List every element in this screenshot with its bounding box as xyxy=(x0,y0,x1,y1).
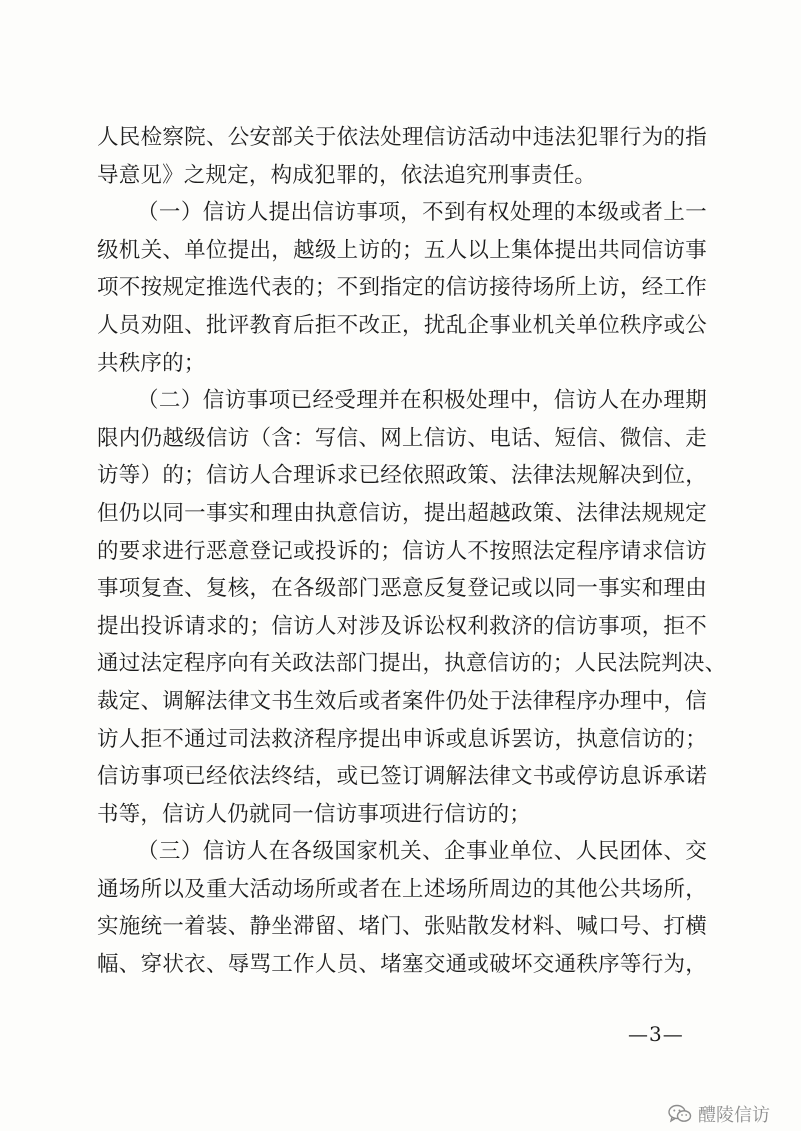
text-line: 幅、穿状衣、辱骂工作人员、堵塞交通或破坏交通秩序等行为， xyxy=(97,952,707,978)
document-body xyxy=(97,119,727,984)
text-line: 实施统一着装、静坐滞留、堵门、张贴散发材料、喊口号、打横 xyxy=(97,914,707,940)
text-line: 限内仍越级信访（含：写信、网上信访、电话、短信、微信、走 xyxy=(97,425,707,451)
text-line: 访人拒不通过司法救济程序提出申诉或息诉罢访，执意信访的； xyxy=(97,726,707,752)
text-line: 访等）的；信访人合理诉求已经依照政策、法律法规解决到位， xyxy=(97,463,707,489)
watermark xyxy=(668,1101,770,1127)
text-line: 事项复查、复核，在各级部门恶意反复登记或以同一事实和理由 xyxy=(97,576,707,602)
text-line: 级机关、单位提出，越级上访的；五人以上集体提出共同信访事 xyxy=(97,237,707,263)
text-line: （一）信访人提出信访事项，不到有权处理的本级或者上一 xyxy=(137,200,707,226)
text-line: 项不按规定推选代表的；不到指定的信访接待场所上访，经工作 xyxy=(97,275,707,301)
text-line: 人员劝阻、批评教育后拒不改正，扰乱企事业机关单位秩序或公 xyxy=(97,312,707,338)
page-number: —3— xyxy=(628,1022,684,1046)
text-line: 通过法定程序向有关政法部门提出，执意信访的；人民法院判决、 xyxy=(97,651,727,677)
text-line: 书等，信访人仍就同一信访事项进行信访的； xyxy=(97,801,532,827)
text-line: 信访事项已经依法终结，或已签订调解法律文书或停访息诉承诺 xyxy=(97,764,707,790)
text-line: 但仍以同一事实和理由执意信访，提出超越政策、法律法规规定 xyxy=(97,500,707,526)
text-line: 提出投诉请求的；信访人对涉及诉讼权利救济的信访事项，拒不 xyxy=(97,613,707,639)
wechat-icon xyxy=(668,1104,692,1124)
text-line: 导意见》之规定，构成犯罪的，依法追究刑事责任。 xyxy=(97,162,597,188)
text-line: （三）信访人在各级国家机关、企事业单位、人民团体、交 xyxy=(137,839,707,865)
text-line: 共秩序的； xyxy=(97,350,206,376)
text-line: 人民检察院、公安部关于依法处理信访活动中违法犯罪行为的指 xyxy=(97,125,707,150)
watermark-text: 醴陵信访 xyxy=(698,1105,770,1126)
text-line: （二）信访事项已经受理并在积极处理中，信访人在办理期 xyxy=(137,388,707,414)
text-line: 的要求进行恶意登记或投诉的；信访人不按照法定程序请求信访 xyxy=(97,538,707,564)
text-line: 通场所以及重大活动场所或者在上述场所周边的其他公共场所， xyxy=(97,876,707,902)
text-line: 裁定、调解法律文书生效后或者案件仍处于法律程序办理中，信 xyxy=(97,688,707,714)
